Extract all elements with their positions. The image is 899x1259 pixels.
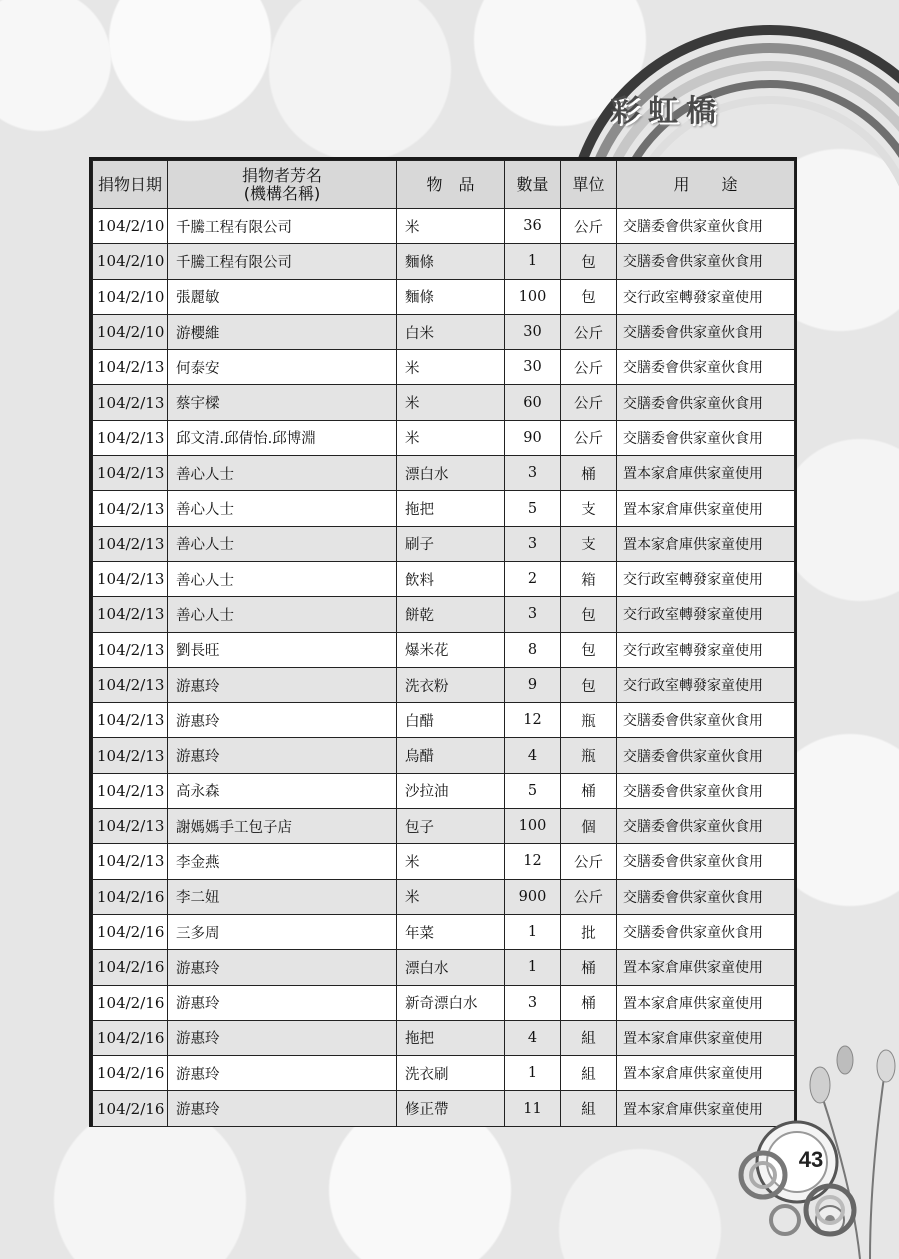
page-title: 彩虹橋 <box>610 94 724 129</box>
cell-date: 104/2/13 <box>93 844 168 879</box>
cell-use: 交行政室轉發家童使用 <box>617 632 795 667</box>
table-header-row <box>93 161 795 209</box>
cell-unit: 桶 <box>561 985 617 1020</box>
table-row <box>93 738 795 773</box>
cell-use: 交膳委會供家童伙食用 <box>617 738 795 773</box>
cell-qty: 90 <box>505 420 561 455</box>
table-row <box>93 279 795 314</box>
cell-date: 104/2/10 <box>93 244 168 279</box>
table-row <box>93 1020 795 1055</box>
cell-item: 白醋 <box>397 703 505 738</box>
cell-donor: 善心人士 <box>168 597 397 632</box>
cell-donor: 善心人士 <box>168 456 397 491</box>
cell-donor: 游惠玲 <box>168 1091 397 1126</box>
cell-use: 置本家倉庫供家童使用 <box>617 1020 795 1055</box>
cell-qty: 12 <box>505 703 561 738</box>
cell-qty: 4 <box>505 738 561 773</box>
cell-item: 米 <box>397 879 505 914</box>
cell-use: 置本家倉庫供家童使用 <box>617 456 795 491</box>
cell-date: 104/2/13 <box>93 809 168 844</box>
cell-donor: 高永森 <box>168 773 397 808</box>
cell-date: 104/2/16 <box>93 1091 168 1126</box>
table-body <box>93 209 795 1127</box>
cell-donor: 游惠玲 <box>168 738 397 773</box>
cell-date: 104/2/13 <box>93 703 168 738</box>
cell-donor: 何泰安 <box>168 350 397 385</box>
cell-unit: 公斤 <box>561 879 617 914</box>
table-row <box>93 561 795 596</box>
cell-qty: 5 <box>505 491 561 526</box>
cell-donor: 張麗敏 <box>168 279 397 314</box>
table-row <box>93 914 795 949</box>
col-header-donor-line1: 捐物者芳名 <box>241 165 322 185</box>
cell-qty: 5 <box>505 773 561 808</box>
cell-qty: 30 <box>505 314 561 349</box>
cell-date: 104/2/13 <box>93 385 168 420</box>
table-row <box>93 844 795 879</box>
cell-unit: 公斤 <box>561 314 617 349</box>
cell-date: 104/2/13 <box>93 561 168 596</box>
table-row <box>93 420 795 455</box>
cell-qty: 11 <box>505 1091 561 1126</box>
cell-donor: 千騰工程有限公司 <box>168 244 397 279</box>
table-row <box>93 385 795 420</box>
cell-unit: 桶 <box>561 773 617 808</box>
cell-unit: 公斤 <box>561 209 617 244</box>
cell-item: 洗衣粉 <box>397 667 505 702</box>
cell-donor: 善心人士 <box>168 561 397 596</box>
cell-item: 修正帶 <box>397 1091 505 1126</box>
cell-date: 104/2/16 <box>93 950 168 985</box>
cell-qty: 2 <box>505 561 561 596</box>
cell-donor: 謝媽媽手工包子店 <box>168 809 397 844</box>
cell-unit: 包 <box>561 667 617 702</box>
donation-table-frame <box>89 157 797 1127</box>
cell-item: 刷子 <box>397 526 505 561</box>
table-row <box>93 879 795 914</box>
cell-donor: 邱文清.邱倩怡.邱博淵 <box>168 420 397 455</box>
table-row <box>93 209 795 244</box>
cell-use: 交膳委會供家童伙食用 <box>617 773 795 808</box>
cell-date: 104/2/16 <box>93 1056 168 1091</box>
cell-use: 置本家倉庫供家童使用 <box>617 491 795 526</box>
cell-qty: 36 <box>505 209 561 244</box>
cell-item: 爆米花 <box>397 632 505 667</box>
cell-item: 米 <box>397 350 505 385</box>
cell-item: 新奇漂白水 <box>397 985 505 1020</box>
cell-unit: 公斤 <box>561 385 617 420</box>
cell-item: 飲料 <box>397 561 505 596</box>
cell-unit: 瓶 <box>561 738 617 773</box>
cell-use: 交膳委會供家童伙食用 <box>617 385 795 420</box>
cell-unit: 組 <box>561 1056 617 1091</box>
page-number: 43 <box>798 1147 824 1172</box>
cell-use: 交行政室轉發家童使用 <box>617 279 795 314</box>
cell-date: 104/2/13 <box>93 597 168 632</box>
cell-date: 104/2/16 <box>93 914 168 949</box>
cell-qty: 3 <box>505 456 561 491</box>
cell-date: 104/2/10 <box>93 314 168 349</box>
table-row <box>93 667 795 702</box>
cell-date: 104/2/16 <box>93 985 168 1020</box>
cell-use: 交膳委會供家童伙食用 <box>617 809 795 844</box>
cell-item: 沙拉油 <box>397 773 505 808</box>
cell-unit: 公斤 <box>561 844 617 879</box>
cell-donor: 游惠玲 <box>168 667 397 702</box>
cell-qty: 1 <box>505 244 561 279</box>
cell-use: 交膳委會供家童伙食用 <box>617 350 795 385</box>
cell-date: 104/2/13 <box>93 773 168 808</box>
cell-unit: 瓶 <box>561 703 617 738</box>
cell-unit: 公斤 <box>561 350 617 385</box>
cell-unit: 個 <box>561 809 617 844</box>
cell-item: 年菜 <box>397 914 505 949</box>
cell-qty: 3 <box>505 985 561 1020</box>
table-row <box>93 456 795 491</box>
cell-item: 漂白水 <box>397 456 505 491</box>
cell-donor: 游惠玲 <box>168 703 397 738</box>
cell-donor: 千騰工程有限公司 <box>168 209 397 244</box>
col-header-donor <box>168 161 397 209</box>
cell-unit: 組 <box>561 1020 617 1055</box>
cell-unit: 包 <box>561 244 617 279</box>
cell-donor: 游櫻維 <box>168 314 397 349</box>
cell-use: 交膳委會供家童伙食用 <box>617 244 795 279</box>
cell-qty: 12 <box>505 844 561 879</box>
cell-donor: 蔡宇樑 <box>168 385 397 420</box>
cell-qty: 100 <box>505 279 561 314</box>
page-number-badge <box>735 1120 865 1250</box>
cell-qty: 4 <box>505 1020 561 1055</box>
cell-use: 交膳委會供家童伙食用 <box>617 314 795 349</box>
cell-use: 置本家倉庫供家童使用 <box>617 526 795 561</box>
cell-item: 米 <box>397 209 505 244</box>
cell-unit: 支 <box>561 526 617 561</box>
cell-unit: 公斤 <box>561 420 617 455</box>
cell-item: 餅乾 <box>397 597 505 632</box>
cell-unit: 包 <box>561 632 617 667</box>
cell-date: 104/2/13 <box>93 667 168 702</box>
cell-date: 104/2/10 <box>93 209 168 244</box>
cell-use: 置本家倉庫供家童使用 <box>617 1091 795 1126</box>
cell-date: 104/2/13 <box>93 456 168 491</box>
cell-item: 米 <box>397 385 505 420</box>
col-header-date: 捐物日期 <box>93 161 168 209</box>
cell-unit: 組 <box>561 1091 617 1126</box>
cell-donor: 三多周 <box>168 914 397 949</box>
cell-unit: 桶 <box>561 950 617 985</box>
cell-donor: 李二妞 <box>168 879 397 914</box>
cell-date: 104/2/13 <box>93 350 168 385</box>
cell-date: 104/2/10 <box>93 279 168 314</box>
cell-use: 交膳委會供家童伙食用 <box>617 703 795 738</box>
table-row <box>93 809 795 844</box>
cell-unit: 批 <box>561 914 617 949</box>
cell-qty: 60 <box>505 385 561 420</box>
table-row <box>93 985 795 1020</box>
cell-use: 交膳委會供家童伙食用 <box>617 209 795 244</box>
table-row <box>93 597 795 632</box>
cell-unit: 桶 <box>561 456 617 491</box>
cell-date: 104/2/13 <box>93 526 168 561</box>
cell-use: 交行政室轉發家童使用 <box>617 597 795 632</box>
cell-qty: 900 <box>505 879 561 914</box>
col-header-use: 用 途 <box>617 161 795 209</box>
cell-donor: 善心人士 <box>168 491 397 526</box>
cell-use: 置本家倉庫供家童使用 <box>617 985 795 1020</box>
cell-use: 交膳委會供家童伙食用 <box>617 844 795 879</box>
cell-qty: 1 <box>505 950 561 985</box>
cell-donor: 劉長旺 <box>168 632 397 667</box>
cell-item: 洗衣刷 <box>397 1056 505 1091</box>
cell-donor: 游惠玲 <box>168 1056 397 1091</box>
col-header-unit: 單位 <box>561 161 617 209</box>
cell-item: 米 <box>397 844 505 879</box>
cell-item: 麵條 <box>397 244 505 279</box>
table-row <box>93 1091 795 1126</box>
cell-donor: 李金燕 <box>168 844 397 879</box>
cell-date: 104/2/16 <box>93 1020 168 1055</box>
cell-date: 104/2/13 <box>93 420 168 455</box>
cell-item: 包子 <box>397 809 505 844</box>
cell-use: 交膳委會供家童伙食用 <box>617 914 795 949</box>
cell-qty: 3 <box>505 597 561 632</box>
donation-table <box>92 160 795 1127</box>
cell-use: 交行政室轉發家童使用 <box>617 561 795 596</box>
cell-qty: 3 <box>505 526 561 561</box>
table-row <box>93 314 795 349</box>
table-row <box>93 526 795 561</box>
col-header-qty: 數量 <box>505 161 561 209</box>
cell-qty: 100 <box>505 809 561 844</box>
cell-qty: 9 <box>505 667 561 702</box>
table-row <box>93 1056 795 1091</box>
table-row <box>93 703 795 738</box>
cell-qty: 1 <box>505 914 561 949</box>
table-row <box>93 491 795 526</box>
table-row <box>93 632 795 667</box>
cell-use: 置本家倉庫供家童使用 <box>617 1056 795 1091</box>
cell-date: 104/2/13 <box>93 738 168 773</box>
cell-date: 104/2/16 <box>93 879 168 914</box>
cell-item: 米 <box>397 420 505 455</box>
cell-item: 麵條 <box>397 279 505 314</box>
cell-qty: 30 <box>505 350 561 385</box>
cell-item: 烏醋 <box>397 738 505 773</box>
col-header-item: 物 品 <box>397 161 505 209</box>
cell-unit: 包 <box>561 597 617 632</box>
cell-donor: 善心人士 <box>168 526 397 561</box>
cell-item: 白米 <box>397 314 505 349</box>
cell-donor: 游惠玲 <box>168 1020 397 1055</box>
cell-qty: 8 <box>505 632 561 667</box>
cell-item: 漂白水 <box>397 950 505 985</box>
table-row <box>93 244 795 279</box>
cell-use: 置本家倉庫供家童使用 <box>617 950 795 985</box>
cell-item: 拖把 <box>397 491 505 526</box>
cell-unit: 包 <box>561 279 617 314</box>
cell-unit: 支 <box>561 491 617 526</box>
cell-donor: 游惠玲 <box>168 985 397 1020</box>
cell-unit: 箱 <box>561 561 617 596</box>
table-row <box>93 950 795 985</box>
col-header-donor-line2: (機構名稱) <box>243 183 321 203</box>
cell-qty: 1 <box>505 1056 561 1091</box>
cell-date: 104/2/13 <box>93 491 168 526</box>
cell-donor: 游惠玲 <box>168 950 397 985</box>
cell-use: 交膳委會供家童伙食用 <box>617 420 795 455</box>
cell-date: 104/2/13 <box>93 632 168 667</box>
table-row <box>93 350 795 385</box>
cell-use: 交膳委會供家童伙食用 <box>617 879 795 914</box>
cell-use: 交行政室轉發家童使用 <box>617 667 795 702</box>
table-row <box>93 773 795 808</box>
cell-item: 拖把 <box>397 1020 505 1055</box>
